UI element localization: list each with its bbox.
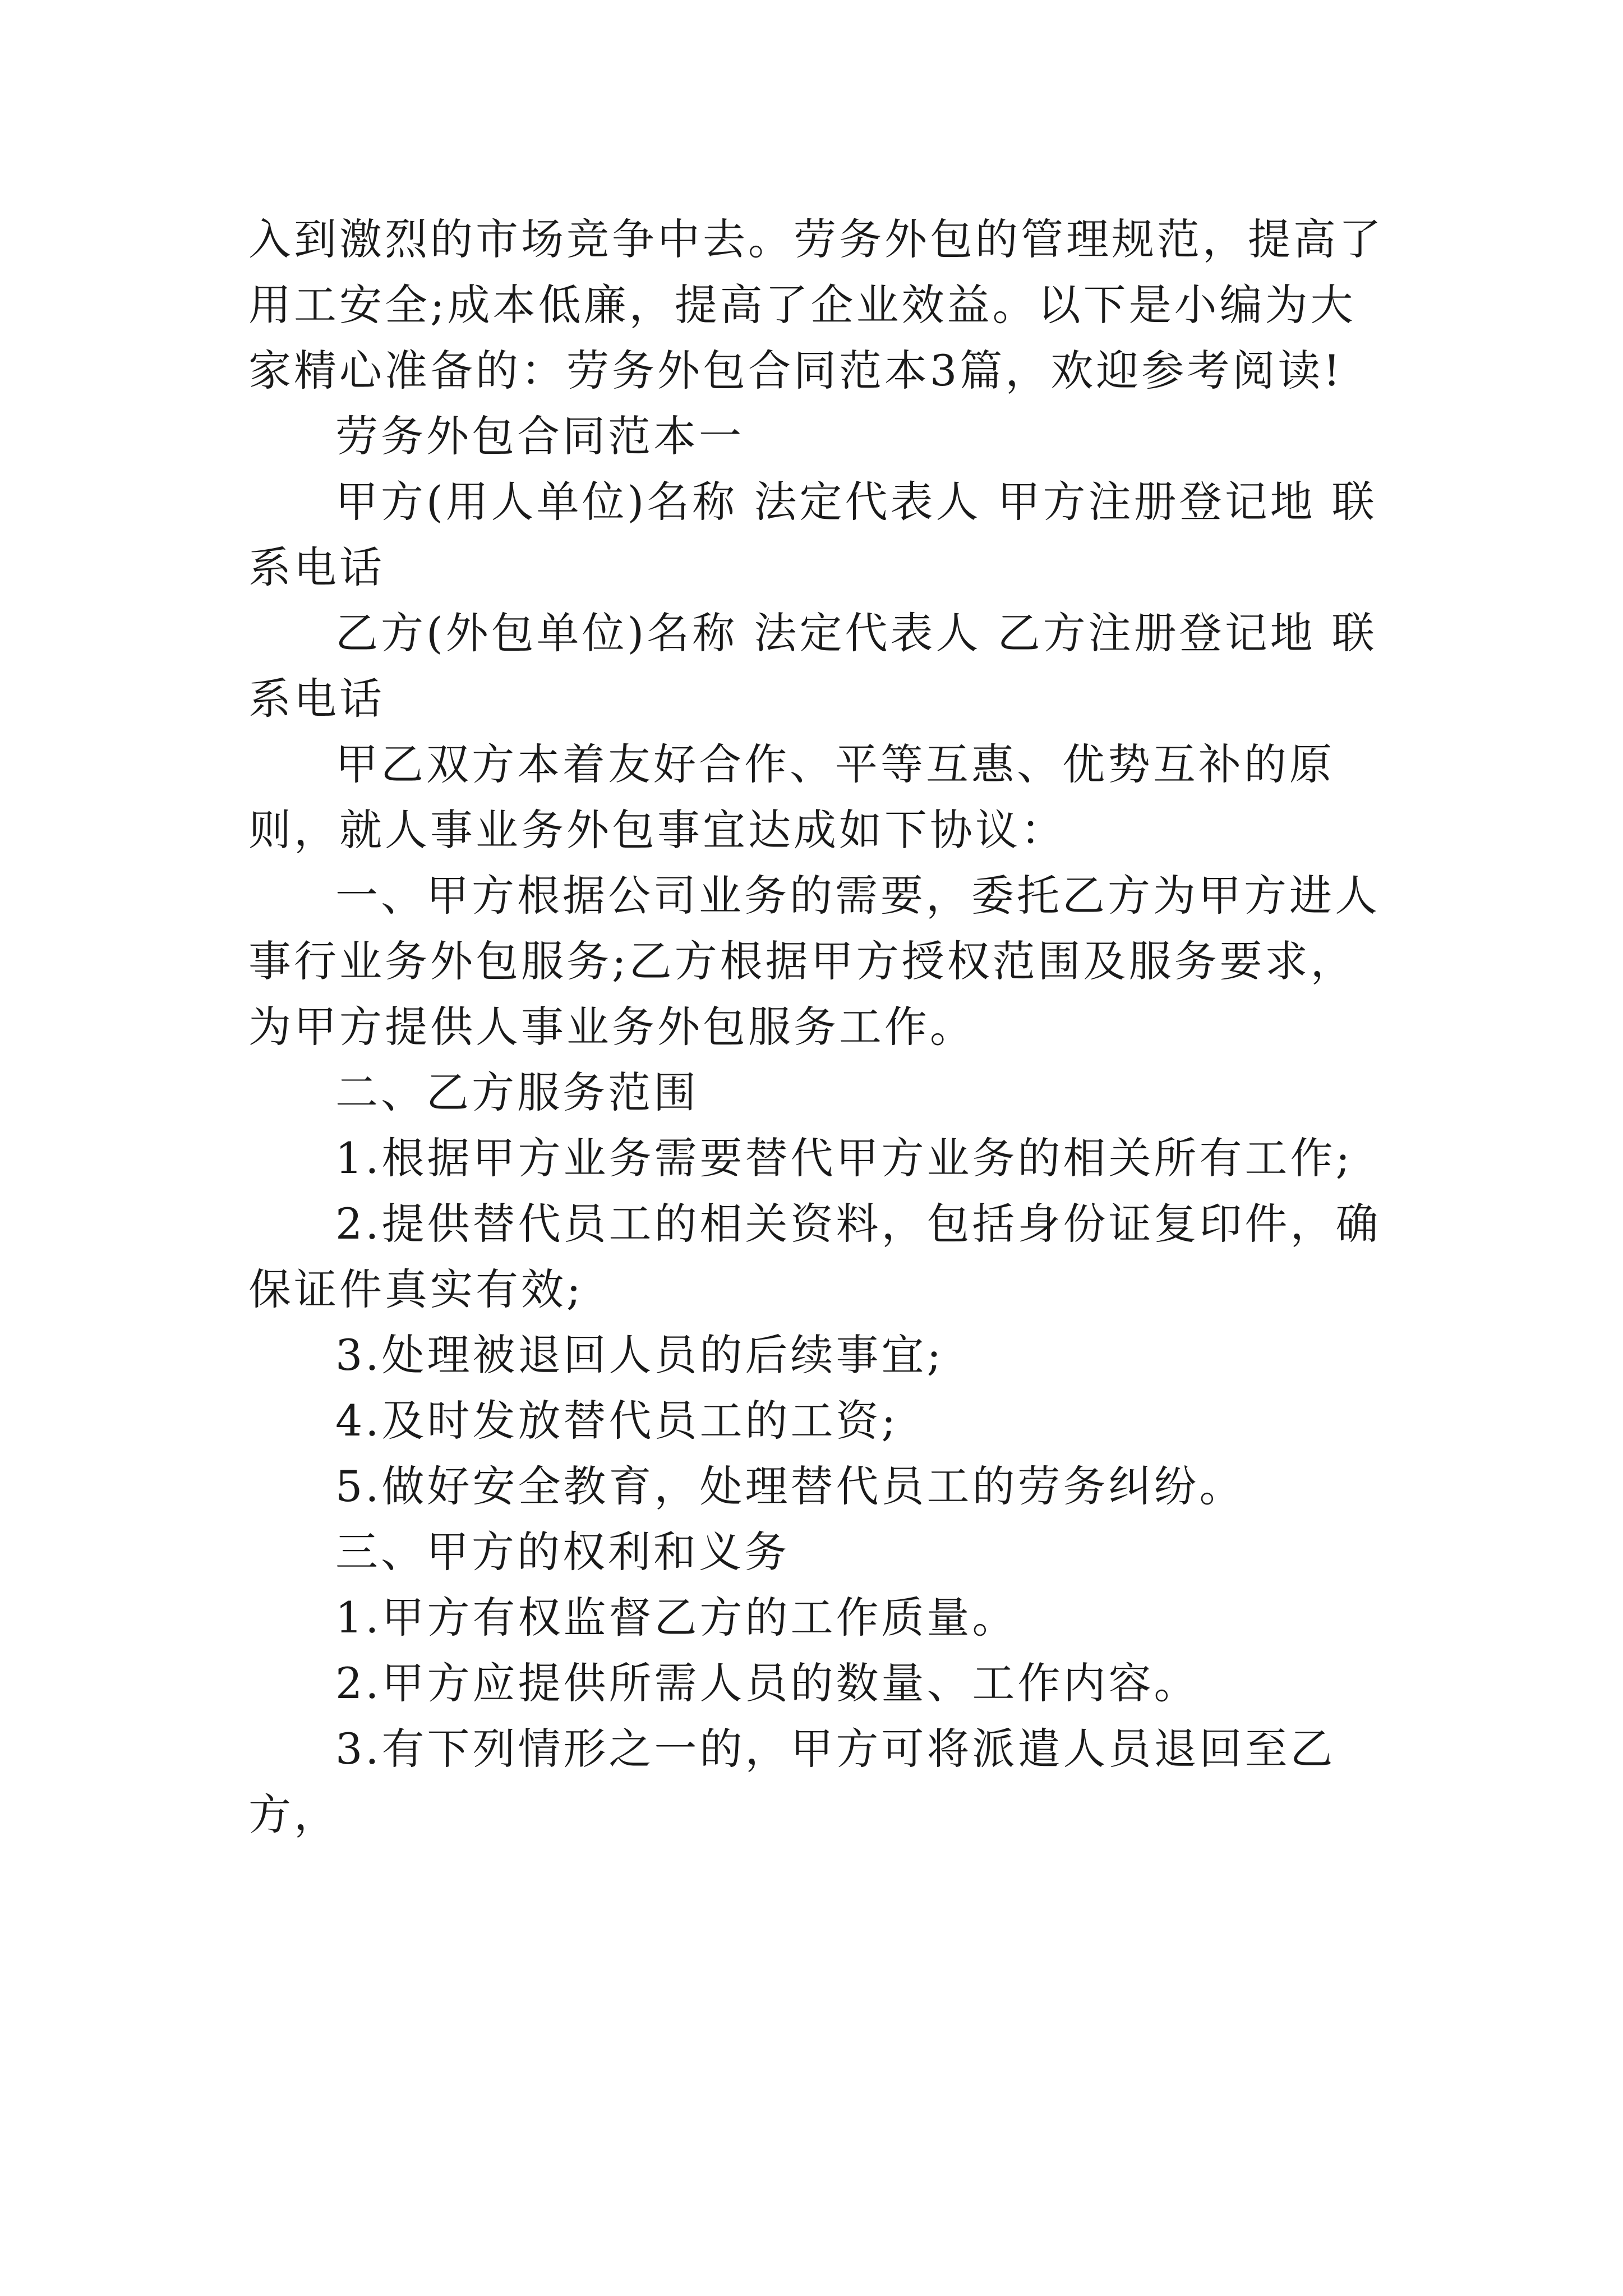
paragraph-clause-one: 一、甲方根据公司业务的需要，委托乙方为甲方进人事行业务外包服务;乙方根据甲方授权范围及服务要求，为甲方提供人事业务外包服务工作。: [248, 871, 1380, 1052]
list-item: 2.甲方应提供所需人员的数量、工作内容。: [335, 1658, 1200, 1708]
paragraph-intro: 入到激烈的市场竞争中去。劳务外包的管理规范，提高了用工安全;成本低廉，提高了企业效益。以下是小编为大家精心准备的：劳务外包合同范本3篇，欢迎参考阅读!: [248, 214, 1384, 395]
paragraph-agreement-principle: 甲乙双方本着友好合作、平等互惠、优势互补的原则，就人事业务外包事宜达成如下协议：: [248, 739, 1335, 855]
section-title-contract-one: 劳务外包合同范本一: [335, 411, 744, 461]
heading-clause-two: 二、乙方服务范围: [335, 1068, 699, 1117]
list-item: 2.提供替代员工的相关资料，包括身份证复印件，确保证件真实有效;: [248, 1199, 1381, 1314]
heading-clause-three: 三、甲方的权利和义务: [335, 1527, 790, 1577]
list-item: 1.根据甲方业务需要替代甲方业务的相关所有工作;: [335, 1133, 1353, 1183]
list-item: 4.及时发放替代员工的工资;: [335, 1396, 899, 1446]
paragraph-party-b: 乙方(外包单位)名称 法定代表人 乙方注册登记地 联系电话: [248, 608, 1377, 724]
paragraph-party-a: 甲方(用人单位)名称 法定代表人 甲方注册登记地 联系电话: [248, 477, 1377, 592]
list-item: 1.甲方有权监督乙方的工作质量。: [335, 1593, 1018, 1642]
list-item: 3.有下列情形之一的，甲方可将派遣人员退回至乙方，: [248, 1724, 1336, 1839]
list-item: 5.做好安全教育，处理替代员工的劳务纠纷。: [335, 1461, 1245, 1511]
document-body: [248, 206, 1387, 1847]
list-item: 3.处理被退回人员的后续事宜;: [335, 1330, 944, 1380]
